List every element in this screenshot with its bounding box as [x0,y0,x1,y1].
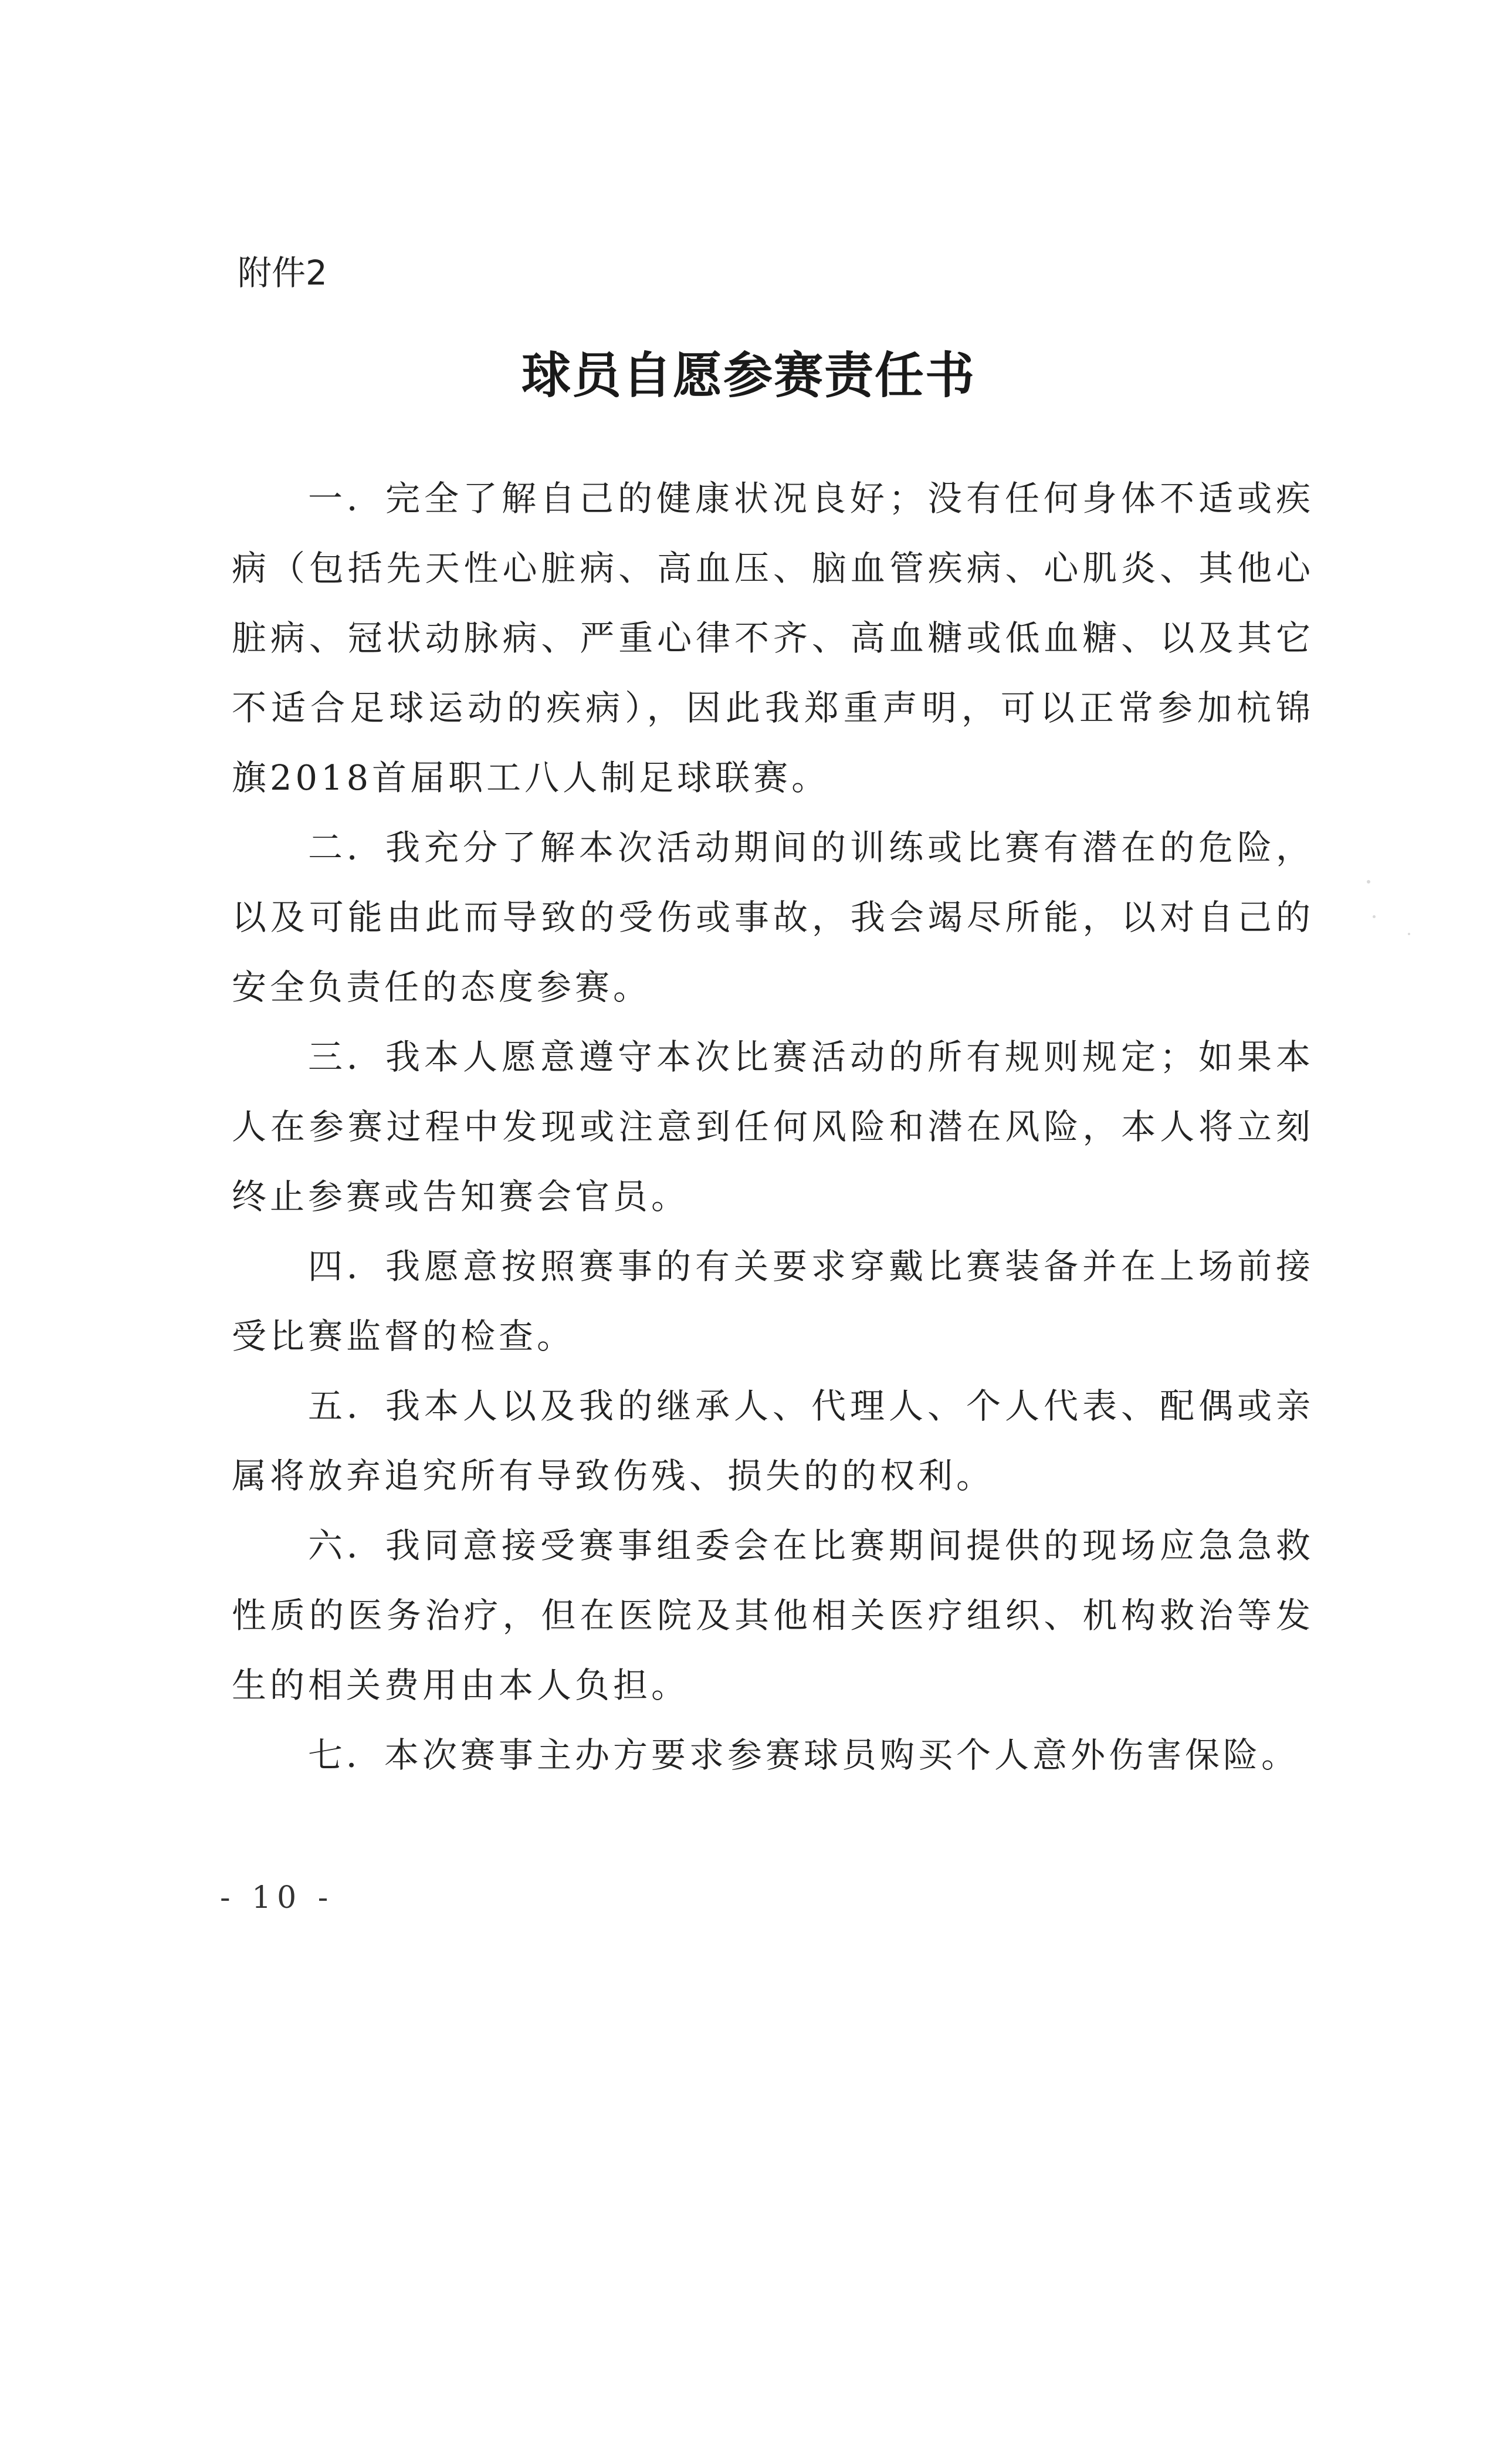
scan-speck [1408,933,1410,935]
paragraph-6: 六．我同意接受赛事组委会在比赛期间提供的现场应急急救性质的医务治疗，但在医院及其他相关医疗组织、机构救治等发生的相关费用由本人负担。 [232,1525,1314,1705]
paragraph-4: 四．我愿意按照赛事的有关要求穿戴比赛装备并在上场前接受比赛监督的检查。 [232,1246,1314,1356]
document-title: 球员自愿参赛责任书 [521,347,976,404]
paragraph-5: 五．我本人以及我的继承人、代理人、个人代表、配偶或亲属将放弃追究所有导致伤残、损失的的权利。 [232,1386,1314,1496]
page-number: - 10 - [220,1880,334,1915]
scan-speck [1367,880,1370,884]
paragraph-7: 七．本次赛事主办方要求参赛球员购买个人意外伤害保险。 [308,1735,1300,1775]
paragraph-1: 一．完全了解自己的健康状况良好；没有任何身体不适或疾病（包括先天性心脏病、高血压、脑血管疾病、心肌炎、其他心脏病、冠状动脉病、严重心律不齐、高血糖或低血糖、以及其它不适合足球运动的疾病），因此我郑重声明，可以正常参加杭锦旗2018首届职工八人制足球联赛。 [232,478,1314,798]
document-body [232,463,1314,1790]
paragraph-3: 三．我本人愿意遵守本次比赛活动的所有规则规定；如果本人在参赛过程中发现或注意到任何风险和潜在风险，本人将立刻终止参赛或告知赛会官员。 [232,1037,1314,1217]
attachment-label: 附件2 [238,253,327,293]
scan-speck [1373,915,1376,918]
paragraph-2: 二．我充分了解本次活动期间的训练或比赛有潜在的危险，以及可能由此而导致的受伤或事故，我会竭尽所能，以对自己的安全负责任的态度参赛。 [232,827,1314,1007]
